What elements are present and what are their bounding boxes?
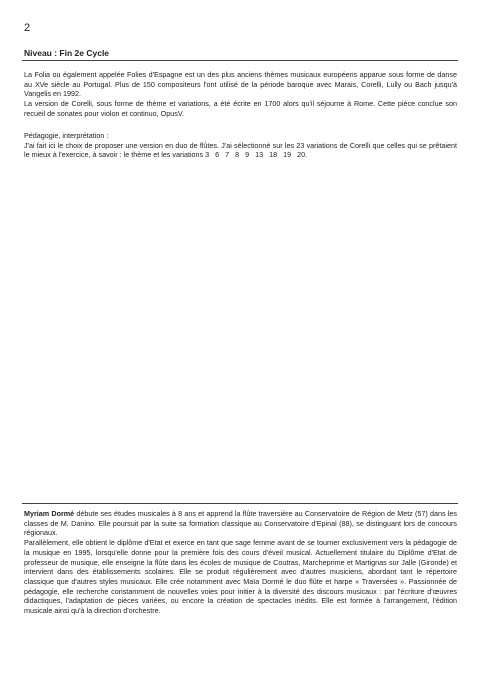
bottom-divider — [22, 503, 458, 504]
intro-paragraph-corelli: La version de Corelli, sous forme de thème et variations, a été écrite en 1700 alors qu'il séjourne à Rome. Cette pièce conclue son recueil de sonates pour violon et continuo, OpusV. — [24, 99, 457, 118]
intro-paragraph-history: La Folia ou également appelée Folies d'Espagne est un des plus anciens thèmes musicaux européens apparue sous forme de danse au XVe siècle au Portugal. Plus de 150 compositeurs l'ont utilisé de la période baroque avec Marais, Corelli, Lully ou Bach jusqu'à Vangelis en 1992. — [24, 70, 457, 99]
variation-numbers: 3 6 7 8 9 13 18 19 20. — [205, 150, 308, 160]
biography-paragraph-intro — [24, 509, 457, 538]
page-number: 2 — [24, 22, 31, 34]
biography-section — [24, 509, 457, 616]
author-name: Myriam Dormé — [24, 509, 75, 518]
top-divider — [22, 60, 458, 61]
level-heading: Niveau : Fin 2e Cycle — [24, 48, 110, 58]
pedagogy-text: J'ai fait ici le choix de proposer une version en duo de flûtes. J'ai sélectionné sur les 23 variations de Corelli que celles qui se prêtaient le mieux à l'exercice, à savoir : le thème et les variations — [24, 140, 457, 160]
pedagogy-section — [24, 131, 457, 160]
biography-paragraph-career: Parallèlement, elle obtient le diplôme d'Etat et exerce en tant que sage femme avant de se tourner exclusivement vers la pédagogie de la musique en 1995, lorsqu'elle donne pour la première fois des cours d'éveil musical. Actuellement titulaire du Diplôme d'Etat de professeur de musique, elle enseigne la flûte dans les écoles de musique de Coutras, Marcheprime et Martignas sur Jalle (Gironde) et intervient dans des établissements scolaires. Elle se produit régulièrement avec d'autres musiciens, abordant tant le répertoire classique que d'autres styles musicaux. Elle crée notamment avec Maïa Dormé le duo flûte et harpe « Traversées ». Passionnée de pédagogie, elle recherche constamment de nouvelles voies pour initier à la diversité des discours musicaux : par l'écriture d'œuvres didactiques, l'adaptation de pièces variées, ou encore la création de spectacles inédits. Elle est formée à l'arrangement, l'édition musicale ainsi qu'à la direction d'orchestre. — [24, 538, 457, 616]
intro-section — [24, 70, 457, 119]
pedagogy-paragraph — [24, 141, 457, 160]
biography-intro-text: débute ses études musicales à 8 ans et apprend la flûte traversière au Conservatoire de Région de Metz (57) dans les classes de M. Danino. Elle poursuit par la suite sa formation classique au Conservatoire d'Epinal (88), se distinguant lors de concours régionaux. — [24, 509, 458, 538]
pedagogy-heading: Pédagogie, interprétation : — [24, 131, 109, 140]
